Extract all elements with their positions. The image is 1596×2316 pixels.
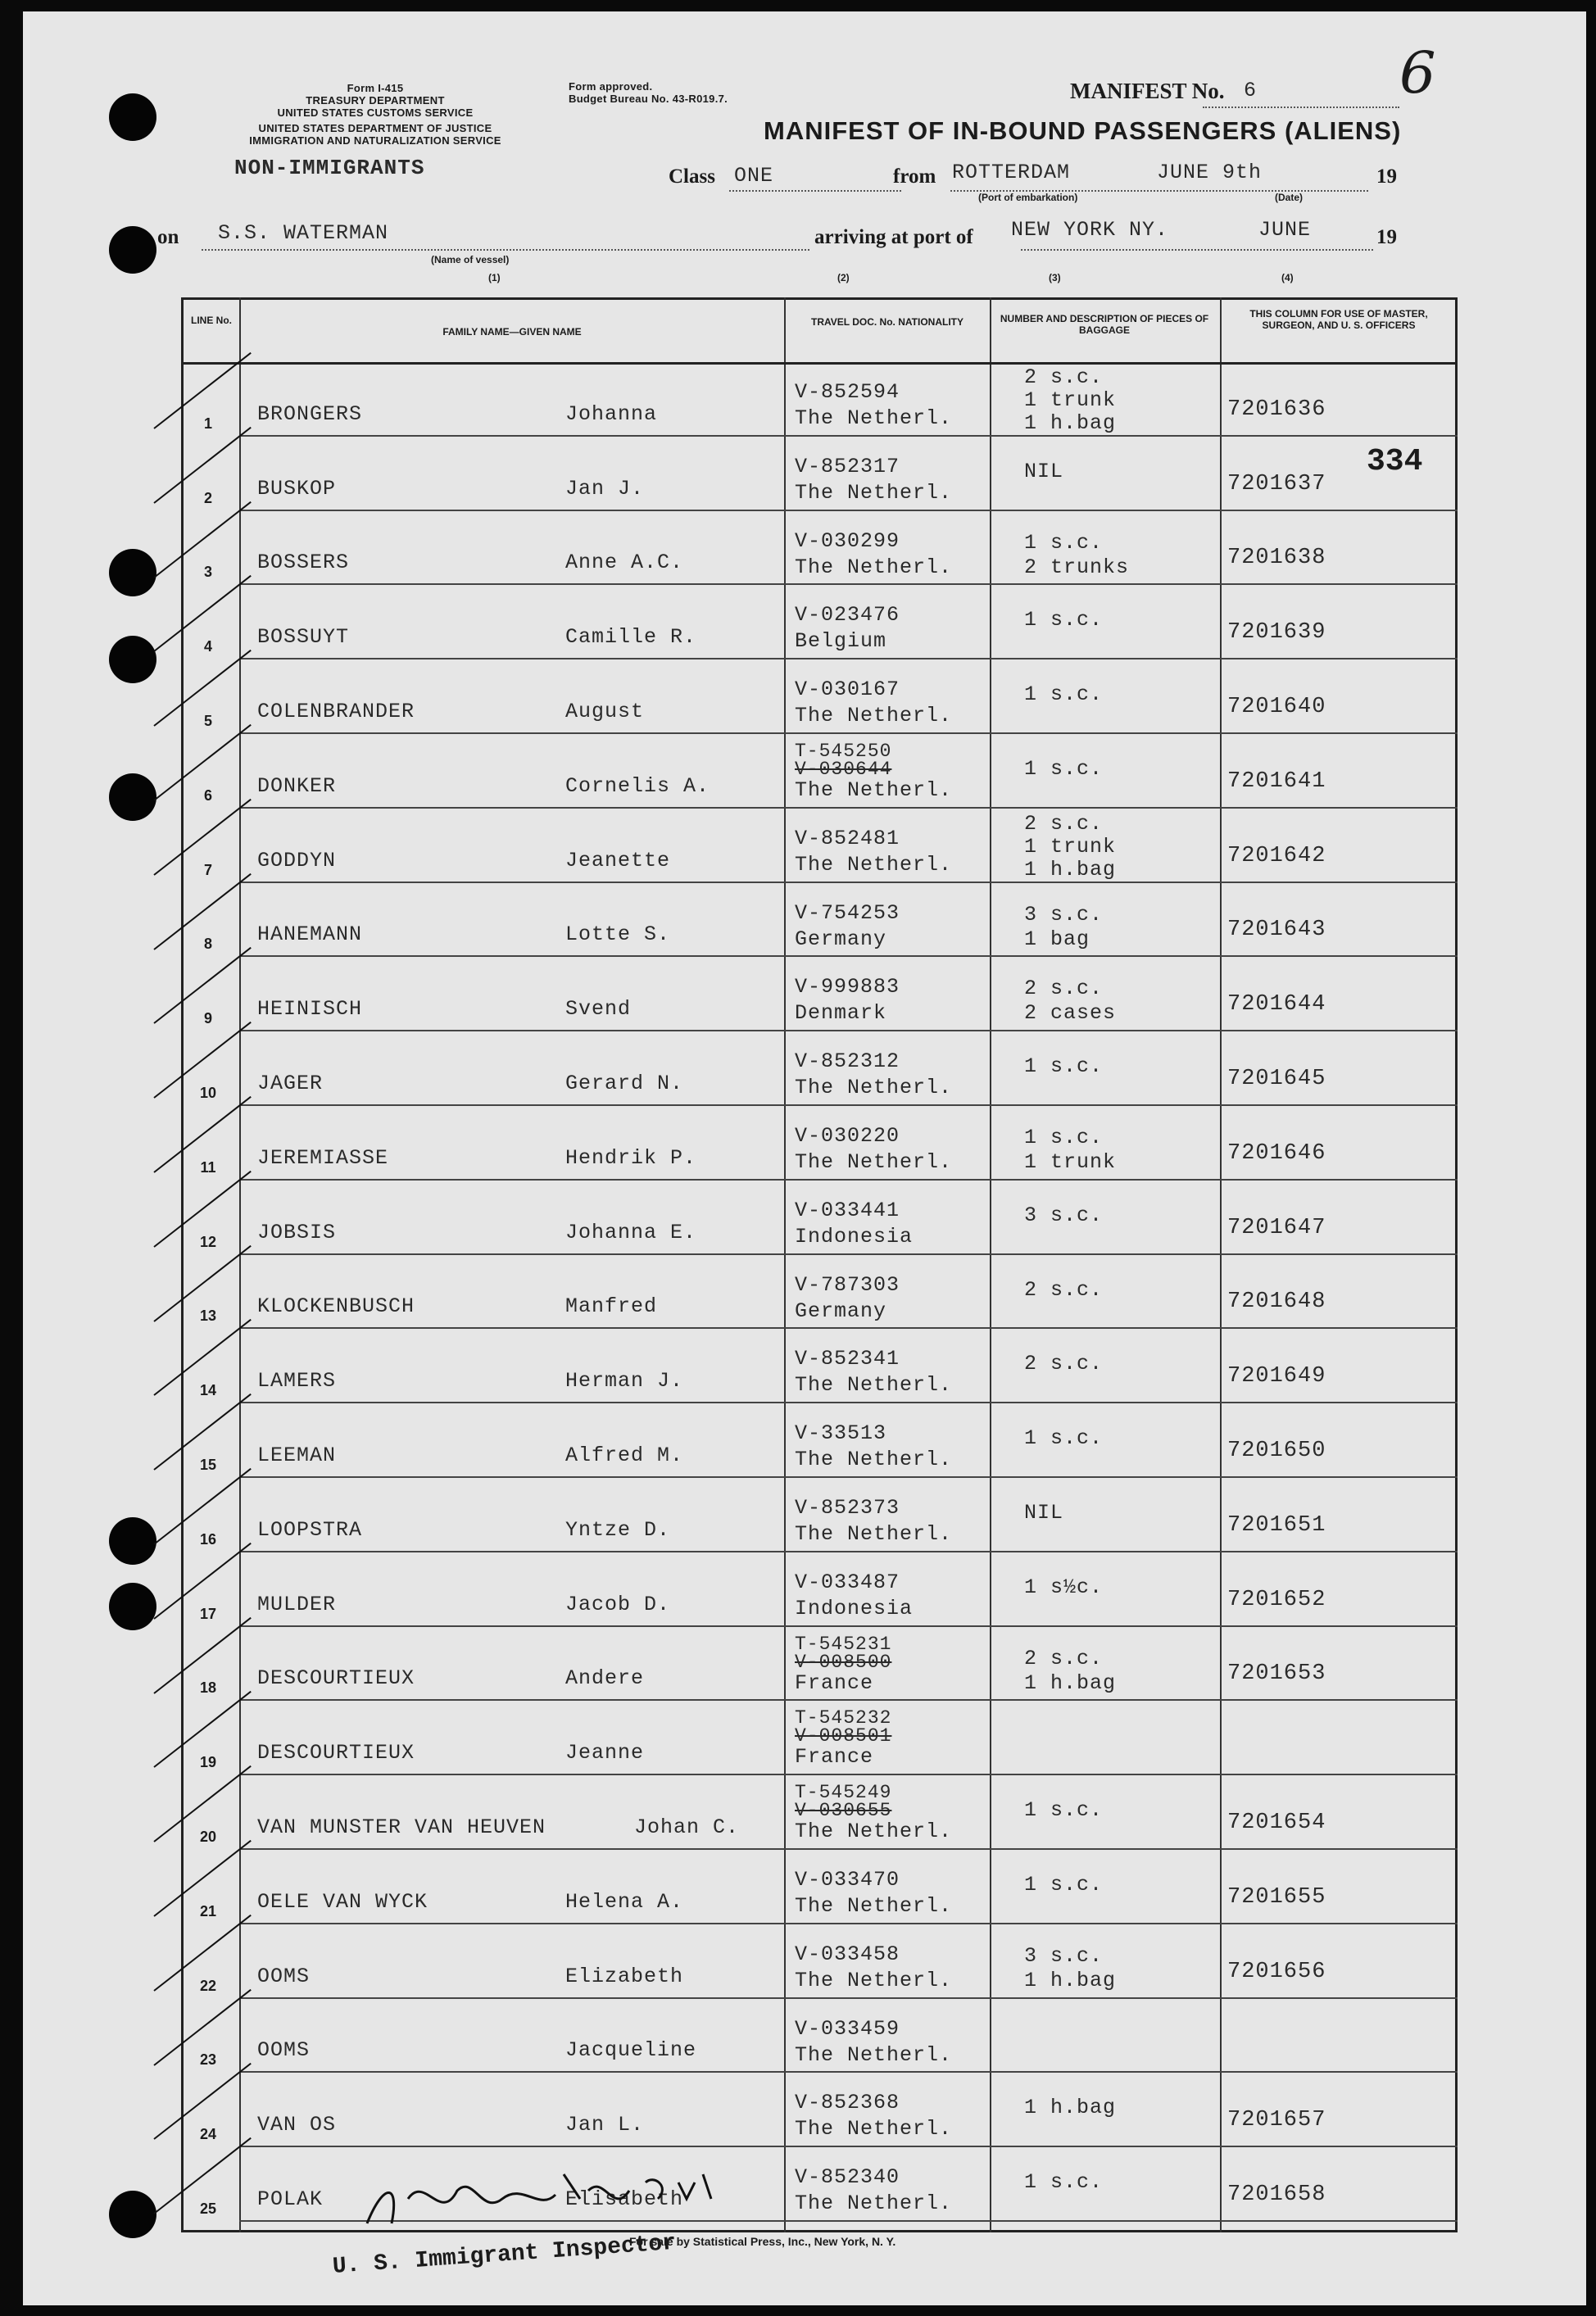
row-travel-doc: V-33513 xyxy=(795,1421,887,1446)
row-line-number: 16 xyxy=(199,1530,217,1548)
form-approved: Form approved. xyxy=(569,80,653,93)
arrival-port: NEW YORK NY. xyxy=(1011,218,1169,242)
row-nationality: Indonesia xyxy=(795,1596,914,1620)
header-divider xyxy=(181,362,1458,365)
row-nationality: The Netherl. xyxy=(795,555,953,579)
row-family-name: BOSSUYT xyxy=(257,625,350,650)
row-nationality: The Netherl. xyxy=(795,406,953,430)
row-baggage-item: 1 trunk xyxy=(1024,1150,1117,1174)
row-given-name: Svend xyxy=(565,997,632,1022)
column-divider xyxy=(990,297,991,2232)
row-officer-number: 7201649 xyxy=(1227,1364,1326,1389)
row-officer-number: 7201636 xyxy=(1227,397,1326,422)
row-divider xyxy=(239,955,1458,957)
punch-hole xyxy=(109,636,156,683)
treasury-department: TREASURY DEPARTMENT xyxy=(306,94,445,107)
manifest-number-label: MANIFEST No. xyxy=(1070,79,1225,103)
row-line-number: 3 xyxy=(203,564,212,581)
row-line-number: 12 xyxy=(199,1233,217,1250)
row-officer-number: 7201656 xyxy=(1227,1959,1326,1984)
row-baggage-item: 1 h.bag xyxy=(1024,411,1117,435)
row-officer-number: 7201658 xyxy=(1227,2182,1326,2207)
row-family-name: JEREMIASSE xyxy=(257,1145,389,1170)
budget-bureau: Budget Bureau No. 43-R019.7. xyxy=(569,93,728,105)
row-baggage-item: 2 s.c. xyxy=(1024,1646,1104,1670)
row-divider xyxy=(239,1030,1458,1031)
row-divider xyxy=(239,658,1458,659)
row-family-name: KLOCKENBUSCH xyxy=(257,1294,415,1319)
immigration-service: IMMIGRATION AND NATURALIZATION SERVICE xyxy=(249,134,501,147)
column-number-3: (3) xyxy=(1049,272,1061,283)
non-immigrants-heading: NON-IMMIGRANTS xyxy=(234,156,425,180)
row-given-name: Alfred M. xyxy=(565,1444,684,1467)
row-officer-number: 7201651 xyxy=(1227,1512,1326,1538)
row-given-name: Jacqueline xyxy=(565,2038,697,2063)
row-baggage-item: 3 s.c. xyxy=(1024,1203,1104,1227)
header-line-no: LINE No. xyxy=(191,315,232,326)
row-nationality: France xyxy=(795,1745,874,1770)
row-baggage-item: 2 s.c. xyxy=(1024,1277,1104,1302)
row-officer-number: 7201654 xyxy=(1227,1811,1326,1835)
row-line-number: 24 xyxy=(199,2126,217,2143)
column-number-2: (2) xyxy=(837,272,850,283)
row-nationality: The Netherl. xyxy=(795,1076,953,1100)
row-baggage-item: 1 s.c. xyxy=(1024,757,1104,781)
row-nationality: Germany xyxy=(795,927,887,951)
row-family-name: VAN OS xyxy=(257,2113,337,2137)
row-given-name: Elisabeth xyxy=(565,2187,684,2211)
row-given-name: Johanna xyxy=(565,401,658,426)
row-family-name: VAN MUNSTER VAN HEUVEN xyxy=(257,1815,546,1839)
row-nationality: The Netherl. xyxy=(795,1522,953,1546)
header-baggage: NUMBER AND DESCRIPTION OF PIECES OF BAGGAGE xyxy=(1000,313,1209,336)
punch-hole xyxy=(109,1583,156,1630)
row-officer-number: 7201644 xyxy=(1227,992,1326,1017)
row-officer-number: 7201650 xyxy=(1227,1439,1326,1463)
row-travel-doc-v: V-030644 xyxy=(795,759,892,780)
row-travel-doc: V-023476 xyxy=(795,603,900,628)
row-divider xyxy=(239,1625,1458,1627)
arriving-label: arriving at port of xyxy=(814,226,973,248)
row-travel-doc-v: V-008500 xyxy=(795,1651,892,1673)
row-divider xyxy=(239,2071,1458,2073)
row-line-number: 11 xyxy=(200,1158,216,1176)
row-divider xyxy=(239,732,1458,734)
row-baggage-item: 1 h.bag xyxy=(1024,1670,1117,1695)
row-travel-doc: V-030299 xyxy=(795,528,900,553)
row-line-number: 7 xyxy=(203,861,212,878)
row-travel-doc: V-999883 xyxy=(795,975,900,999)
row-officer-number: 7201647 xyxy=(1227,1215,1326,1240)
row-family-name: OOMS xyxy=(257,1964,311,1988)
port-of-embarkation: ROTTERDAM xyxy=(952,161,1071,184)
row-officer-number: 7201652 xyxy=(1227,1587,1326,1612)
punch-hole xyxy=(109,226,156,274)
vessel-caption: (Name of vessel) xyxy=(431,254,510,265)
row-family-name: DESCOURTIEUX xyxy=(257,1741,415,1765)
row-family-name: LAMERS xyxy=(257,1369,337,1394)
row-given-name: Camille R. xyxy=(565,625,697,650)
row-nationality: Belgium xyxy=(795,629,887,654)
row-line-number: 13 xyxy=(199,1308,217,1325)
row-nationality: The Netherl. xyxy=(795,1820,953,1844)
row-officer-number: 7201642 xyxy=(1227,843,1326,868)
row-baggage-item: 2 trunks xyxy=(1024,555,1130,579)
row-family-name: LOOPSTRA xyxy=(257,1517,363,1542)
row-nationality: The Netherl. xyxy=(795,1968,953,1992)
row-given-name: Jeanne xyxy=(565,1741,645,1765)
row-nationality: The Netherl. xyxy=(795,704,953,728)
inspector-signature xyxy=(359,2166,785,2240)
row-line-number: 22 xyxy=(199,1977,217,1994)
row-given-name: Anne A.C. xyxy=(565,551,684,575)
row-divider xyxy=(239,1699,1458,1701)
row-given-name: Lotte S. xyxy=(565,922,671,947)
row-line-number: 18 xyxy=(199,1679,217,1697)
row-divider xyxy=(239,1551,1458,1552)
header-name: FAMILY NAME—GIVEN NAME xyxy=(442,326,582,338)
row-travel-doc: V-033458 xyxy=(795,1942,900,1966)
row-baggage-item: 1 s.c. xyxy=(1024,608,1104,632)
row-given-name: Cornelis A. xyxy=(565,773,710,798)
row-nationality: The Netherl. xyxy=(795,2042,953,2067)
row-baggage-item: 2 cases xyxy=(1024,1001,1117,1026)
row-baggage-item: 2 s.c. xyxy=(1024,365,1104,389)
row-baggage-item: 1 bag xyxy=(1024,927,1090,951)
row-travel-doc-t: T-545249 xyxy=(795,1782,892,1804)
row-travel-doc: V-033441 xyxy=(795,1198,900,1222)
row-nationality: The Netherl. xyxy=(795,1150,953,1174)
row-family-name: OELE VAN WYCK xyxy=(257,1889,428,1914)
punch-hole xyxy=(109,2191,156,2238)
row-divider xyxy=(239,882,1458,883)
row-nationality: Denmark xyxy=(795,1001,887,1026)
row-nationality: The Netherl. xyxy=(795,778,953,802)
row-travel-doc: V-852594 xyxy=(795,380,900,404)
row-travel-doc: V-852341 xyxy=(795,1347,900,1371)
manifest-number-value: 6 xyxy=(1244,79,1258,102)
row-given-name: Jeanette xyxy=(565,848,671,872)
class-line xyxy=(729,190,901,192)
row-family-name: BRONGERS xyxy=(257,401,363,426)
from-label: from xyxy=(893,165,936,188)
row-given-name: Andere xyxy=(565,1666,645,1691)
row-divider xyxy=(239,1104,1458,1106)
row-family-name: JAGER xyxy=(257,1072,324,1095)
row-baggage-item: 3 s.c. xyxy=(1024,902,1104,927)
manifest-page xyxy=(23,11,1586,2305)
arrival-port-line xyxy=(1021,249,1373,251)
row-divider xyxy=(239,1923,1458,1924)
row-officer-number: 7201640 xyxy=(1227,695,1326,719)
row-line-number: 4 xyxy=(203,638,212,655)
row-baggage-item: 1 trunk xyxy=(1024,834,1117,859)
form-department-block xyxy=(187,82,564,147)
row-officer-number: 7201646 xyxy=(1227,1140,1326,1166)
manifest-title: MANIFEST OF IN-BOUND PASSENGERS (ALIENS) xyxy=(764,116,1402,145)
row-line-number: 9 xyxy=(203,1010,212,1027)
column-number-1: (1) xyxy=(488,272,501,283)
row-family-name: OOMS xyxy=(257,2038,311,2063)
form-approval xyxy=(569,80,728,105)
row-travel-doc-t: T-545250 xyxy=(795,741,892,762)
row-baggage-item: 1 s.c. xyxy=(1024,2170,1104,2195)
row-given-name: Jacob D. xyxy=(565,1592,671,1616)
row-line-number: 8 xyxy=(203,936,212,953)
vessel-name: S.S. WATERMAN xyxy=(218,221,389,245)
form-number: Form I-415 xyxy=(347,82,404,94)
row-line-number: 10 xyxy=(199,1085,217,1101)
row-officer-number: 7201639 xyxy=(1227,620,1326,646)
row-given-name: Yntze D. xyxy=(565,1517,671,1542)
row-divider xyxy=(239,1476,1458,1478)
port-caption: (Port of embarkation) xyxy=(978,192,1078,203)
row-family-name: DONKER xyxy=(257,773,337,798)
row-baggage-item: 1 h.bag xyxy=(1024,1968,1117,1992)
row-nationality: Germany xyxy=(795,1299,887,1323)
punch-hole xyxy=(109,773,156,821)
row-family-name: DESCOURTIEUX xyxy=(257,1666,415,1691)
row-travel-doc: V-754253 xyxy=(795,900,900,925)
punch-hole xyxy=(109,1517,156,1565)
customs-service: UNITED STATES CUSTOMS SERVICE xyxy=(277,107,474,119)
row-baggage-item: 1 s.c. xyxy=(1024,530,1104,555)
row-family-name: JOBSIS xyxy=(257,1220,337,1244)
row-nationality: The Netherl. xyxy=(795,1448,953,1472)
justice-department: UNITED STATES DEPARTMENT OF JUSTICE xyxy=(258,122,492,134)
row-baggage-item: 1 s.c. xyxy=(1024,682,1104,707)
header-travel-doc: TRAVEL DOC. No. NATIONALITY xyxy=(811,316,963,328)
row-travel-doc-v: V-008501 xyxy=(795,1725,892,1747)
handwritten-page-mark: 6 xyxy=(1399,39,1436,107)
row-baggage-item: 1 s.c. xyxy=(1024,1126,1104,1149)
row-given-name: Hendrik P. xyxy=(565,1145,697,1170)
row-travel-doc: V-852340 xyxy=(795,2165,900,2190)
row-nationality: Indonesia xyxy=(795,1224,914,1249)
row-baggage-item: 1 h.bag xyxy=(1024,857,1117,882)
row-travel-doc: V-030220 xyxy=(795,1124,900,1148)
column-divider xyxy=(239,297,241,2232)
row-baggage-item: 2 s.c. xyxy=(1024,1352,1104,1376)
row-divider xyxy=(239,2146,1458,2147)
row-divider xyxy=(239,807,1458,809)
row-nationality: The Netherl. xyxy=(795,480,953,505)
row-nationality: The Netherl. xyxy=(795,2117,953,2142)
date-caption: (Date) xyxy=(1275,192,1304,203)
row-nationality: The Netherl. xyxy=(795,852,953,877)
row-nationality: The Netherl. xyxy=(795,1894,953,1918)
row-divider xyxy=(239,435,1458,437)
class-label: Class xyxy=(669,165,715,188)
row-baggage-item: 1 trunk xyxy=(1024,388,1117,412)
class-value: ONE xyxy=(734,164,774,188)
row-line-number: 2 xyxy=(203,489,212,506)
row-family-name: BOSSERS xyxy=(257,551,350,575)
row-given-name: Jan J. xyxy=(565,476,645,501)
row-given-name: Manfred xyxy=(565,1294,658,1319)
stamp-number: 334 xyxy=(1367,444,1423,479)
row-family-name: COLENBRANDER xyxy=(257,700,415,723)
row-officer-number: 7201637 xyxy=(1227,471,1326,496)
row-travel-doc: V-852481 xyxy=(795,826,900,850)
row-given-name: Helena A. xyxy=(565,1889,684,1914)
arrival-year-prefix: 19 xyxy=(1376,226,1397,248)
row-baggage-item: NIL xyxy=(1024,1501,1064,1525)
row-line-number: 14 xyxy=(199,1382,217,1399)
row-family-name: GODDYN xyxy=(257,848,337,872)
row-travel-doc-v: V-030655 xyxy=(795,1800,892,1822)
row-family-name: LEEMAN xyxy=(257,1444,337,1467)
row-line-number: 23 xyxy=(199,2051,217,2069)
year-prefix: 19 xyxy=(1376,165,1397,188)
row-travel-doc: V-033459 xyxy=(795,2016,900,2041)
row-divider xyxy=(239,1253,1458,1255)
header-officers: THIS COLUMN FOR USE OF MASTER, SURGEON, AND U. S. OFFICERS xyxy=(1249,308,1428,331)
row-baggage-item: 2 s.c. xyxy=(1024,811,1104,836)
row-baggage-item: 1 h.bag xyxy=(1024,2096,1117,2120)
row-nationality: The Netherl. xyxy=(795,1373,953,1398)
row-officer-number: 7201648 xyxy=(1227,1289,1326,1315)
inspector-label: U. S. Immigrant Inspector xyxy=(331,2230,678,2280)
row-family-name: HANEMANN xyxy=(257,922,363,947)
row-line-number: 17 xyxy=(199,1605,217,1622)
punch-hole xyxy=(109,93,156,141)
row-officer-number: 7201653 xyxy=(1227,1661,1326,1687)
row-travel-doc: V-852373 xyxy=(795,1496,900,1520)
row-baggage-item: 1 s½c. xyxy=(1024,1575,1104,1599)
row-baggage-item: 1 s.c. xyxy=(1024,1798,1104,1823)
row-travel-doc: V-852312 xyxy=(795,1049,900,1074)
column-divider xyxy=(784,297,786,2232)
row-baggage-item: 1 s.c. xyxy=(1024,1054,1104,1079)
row-travel-doc: V-033487 xyxy=(795,1570,900,1594)
row-given-name: Johanna E. xyxy=(565,1220,697,1244)
row-baggage-item: 3 s.c. xyxy=(1024,1943,1104,1968)
column-number-4: (4) xyxy=(1281,272,1294,283)
row-divider xyxy=(239,1327,1458,1329)
punch-hole xyxy=(109,549,156,596)
row-line-number: 6 xyxy=(203,786,212,804)
row-given-name: Johan C. xyxy=(634,1815,740,1839)
row-officer-number: 7201655 xyxy=(1227,1884,1326,1910)
row-divider xyxy=(239,1402,1458,1403)
row-nationality: France xyxy=(795,1670,874,1695)
vessel-line xyxy=(202,249,809,251)
row-divider xyxy=(239,583,1458,585)
row-divider xyxy=(239,510,1458,511)
row-travel-doc-t: T-545232 xyxy=(795,1707,892,1729)
row-family-name: BUSKOP xyxy=(257,476,337,501)
row-officer-number: 7201657 xyxy=(1227,2108,1326,2133)
row-divider xyxy=(239,1179,1458,1181)
row-divider xyxy=(239,1774,1458,1775)
arrival-date: JUNE xyxy=(1258,218,1312,242)
row-officer-number: 7201638 xyxy=(1227,546,1326,571)
row-given-name: Gerard N. xyxy=(565,1072,684,1095)
row-baggage-item: 2 s.c. xyxy=(1024,977,1104,1001)
row-family-name: HEINISCH xyxy=(257,997,363,1022)
row-travel-doc: V-852317 xyxy=(795,454,900,478)
row-travel-doc: V-787303 xyxy=(795,1272,900,1297)
row-given-name: Herman J. xyxy=(565,1369,684,1394)
column-divider xyxy=(1220,297,1222,2232)
row-line-number: 19 xyxy=(199,1754,217,1771)
row-family-name: POLAK xyxy=(257,2187,324,2211)
row-travel-doc-t: T-545231 xyxy=(795,1633,892,1655)
row-line-number: 1 xyxy=(203,415,212,432)
row-travel-doc: V-030167 xyxy=(795,678,900,702)
row-family-name: MULDER xyxy=(257,1592,337,1616)
row-baggage-item: 1 s.c. xyxy=(1024,1426,1104,1451)
embarkation-date: JUNE 9th xyxy=(1157,161,1263,184)
row-given-name: Elizabeth xyxy=(565,1964,684,1988)
row-line-number: 5 xyxy=(203,713,212,729)
row-officer-number: 7201641 xyxy=(1227,768,1326,794)
on-label: on xyxy=(157,226,179,248)
row-nationality: The Netherl. xyxy=(795,2191,953,2216)
row-line-number: 20 xyxy=(199,1829,217,1845)
row-given-name: August xyxy=(565,700,645,723)
row-travel-doc: V-033470 xyxy=(795,1868,900,1892)
row-divider xyxy=(239,1997,1458,1999)
row-line-number: 15 xyxy=(199,1457,217,1473)
row-travel-doc: V-852368 xyxy=(795,2091,900,2115)
row-divider xyxy=(239,1848,1458,1850)
row-baggage-item: 1 s.c. xyxy=(1024,1873,1104,1897)
row-given-name: Jan L. xyxy=(565,2113,645,2137)
row-line-number: 25 xyxy=(199,2200,217,2217)
row-baggage-item: NIL xyxy=(1024,459,1064,483)
printer-credit: For sale by Statistical Press, Inc., New York, N. Y. xyxy=(629,2235,896,2248)
manifest-number-line xyxy=(1203,107,1399,108)
row-officer-number: 7201645 xyxy=(1227,1067,1326,1091)
row-officer-number: 7201643 xyxy=(1227,918,1326,943)
row-line-number: 21 xyxy=(199,1902,217,1919)
